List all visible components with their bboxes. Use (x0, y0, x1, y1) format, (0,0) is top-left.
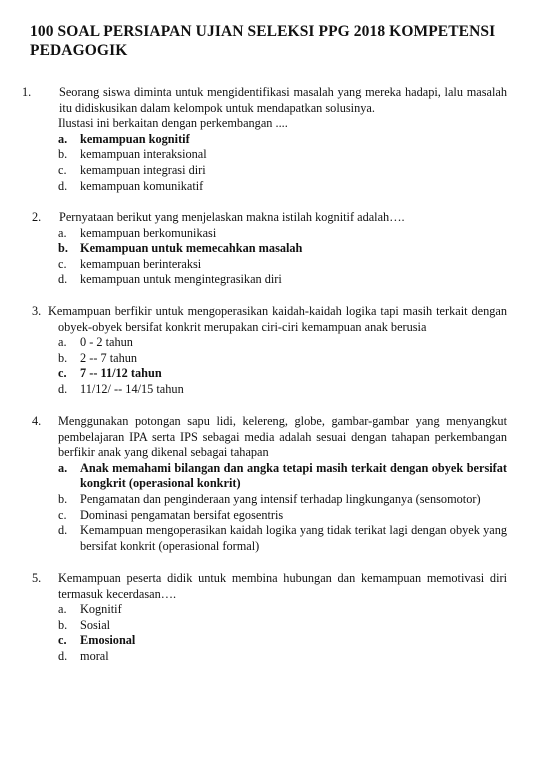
option-letter: d. (58, 178, 68, 193)
question-number: 2. (32, 210, 42, 224)
document-title: 100 SOAL PERSIAPAN UJIAN SELEKSI PPG 2018 KOMPETENSI PEDAGOGIK (30, 23, 496, 59)
option-b (22, 241, 507, 257)
option-d (22, 272, 507, 288)
question-5 (22, 571, 507, 665)
option-text: Kognitif (80, 602, 122, 617)
option-d (22, 382, 507, 398)
question-text: Pernyataan berikut yang menjelaskan makna istilah kognitif adalah…. (59, 210, 405, 224)
option-text: kemampuan berkomunikasi (80, 225, 217, 240)
option-text: Pengamatan dan penginderaan yang intensif terhadap lingkunganya (sensomotor) (80, 491, 481, 506)
option-a (22, 335, 507, 351)
option-text: kemampuan kognitif (80, 131, 190, 146)
option-text: Kemampuan mengoperasikan kaidah logika yang tidak terikat lagi dengan obyek yang bersifat konkrit (operasional formal) (80, 523, 507, 553)
option-text: 2 -- 7 tahun (80, 350, 138, 365)
option-letter: d. (58, 381, 68, 396)
option-letter: a. (58, 225, 67, 240)
option-b (22, 147, 507, 163)
option-text: moral (80, 648, 109, 663)
question-text: Kemampuan peserta didik untuk membina hubungan dan kemampuan memotivasi diri termasuk kecerdasan…. (58, 571, 507, 601)
option-letter: b. (58, 147, 68, 162)
option-a (22, 132, 507, 148)
question-4 (22, 414, 507, 554)
option-letter: d. (58, 648, 68, 663)
option-a (22, 602, 507, 618)
option-text: Sosial (80, 617, 111, 632)
option-text: kemampuan berinteraksi (80, 256, 202, 271)
option-b (22, 618, 507, 634)
option-text: 7 -- 11/12 tahun (80, 366, 162, 381)
option-c (22, 366, 507, 382)
option-letter: a. (58, 602, 67, 617)
option-c (22, 257, 507, 273)
option-letter: b. (58, 350, 68, 365)
option-text: kemampuan integrasi diri (80, 162, 206, 177)
question-number: 1. (22, 85, 32, 99)
question-continuation: Ilustasi ini berkaitan dengan perkembangan .... (58, 116, 288, 131)
question-number: 5. (32, 571, 42, 585)
option-text: kemampuan untuk mengintegrasikan diri (80, 272, 282, 287)
option-text: 11/12/ -- 14/15 tahun (80, 381, 184, 396)
question-text: Seorang siswa diminta untuk mengidentifikasi masalah yang mereka hadapi, lalu masalah itu didiskusikan dalam kelompok untuk mendapatkan solusinya. (59, 85, 507, 115)
option-letter: a. (58, 335, 67, 350)
option-text: kemampuan interaksional (80, 147, 207, 162)
option-b (22, 351, 507, 367)
option-a (22, 461, 507, 492)
question-number: 4. (32, 414, 42, 428)
option-letter: d. (58, 523, 68, 538)
option-d (22, 179, 507, 195)
option-letter: a. (58, 131, 68, 146)
option-letter: a. (58, 460, 68, 475)
option-letter: c. (58, 162, 67, 177)
option-letter: c. (58, 507, 67, 522)
question-2 (22, 210, 507, 288)
question-3 (22, 304, 507, 398)
option-letter: d. (58, 272, 68, 287)
option-text: 0 - 2 tahun (80, 335, 133, 350)
option-c (22, 633, 507, 649)
question-text: Menggunakan potongan sapu lidi, kelereng, globe, gambar-gambar yang menyangkut pembelajaran IPA serta IPS sebagai media adalah sesuai dengan tahapan perkembangan berfikir anak yang dikenal sebagai tahapan (58, 414, 507, 460)
option-text: Dominasi pengamatan bersifat egosentris (80, 507, 284, 522)
option-letter: b. (58, 617, 68, 632)
option-text: Anak memahami bilangan dan angka tetapi masih terkait dengan obyek bersifat kongkrit (operasional konkrit) (80, 460, 507, 491)
option-b (22, 492, 507, 508)
option-letter: c. (58, 633, 67, 648)
option-letter: b. (58, 491, 68, 506)
option-letter: c. (58, 366, 67, 381)
option-text: Kemampuan untuk memecahkan masalah (80, 241, 303, 256)
question-1 (22, 85, 507, 194)
option-text: Emosional (80, 633, 136, 648)
option-d (22, 523, 507, 554)
option-d (22, 649, 507, 665)
question-number: 3. (32, 304, 42, 318)
question-text: Kemampuan berfikir untuk mengoperasikan kaidah-kaidah logika tapi masih terkait dengan obyek-obyek bersifat konkrit merupakan ciri-ciri kemampuan anak berusia (48, 304, 507, 334)
option-text: kemampuan komunikatif (80, 178, 204, 193)
option-c (22, 163, 507, 179)
option-letter: b. (58, 241, 68, 256)
option-letter: c. (58, 256, 67, 271)
option-c (22, 508, 507, 524)
option-a (22, 226, 507, 242)
